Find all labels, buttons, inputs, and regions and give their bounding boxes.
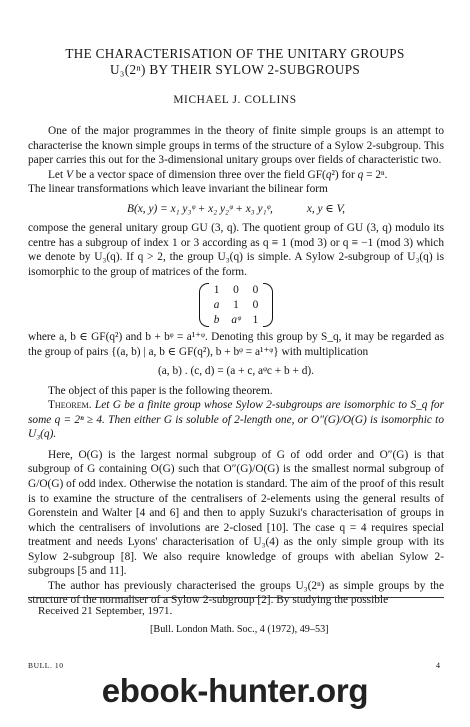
intro-paragraph: One of the major programmes in the theory of finite simple groups is an attempt to characterise the known simple groups in terms of the structure of a Sylow 2-subgroup. This paper carries this out for the 3-dimensional unitary groups over fields of characteristic two. — [28, 125, 444, 167]
watermark-text: ebook-hunter.org — [101, 672, 369, 709]
paper-title-line-2: U₃(2ⁿ) BY THEIR SYLOW 2-SUBGROUPS — [109, 62, 361, 77]
unitary-group-paragraph: compose the general unitary group GU (3, q). The quotient group of GU (3, q) modulo its centre has a subgroup of index 1 or 3 according as q ≡ 1 (mod 3) or q ≡ −1 (mod 3) which we denote by U₃(q). If q > 2, the group U₃(q) is simple. A Sylow 2-subgroup of U₃(q) is isomorphic to the group of matrices of the form. — [28, 222, 444, 278]
closing-paragraph: The author has previously characterised the groups U₃(2ⁿ) as simple groups by the structure of the normaliser of a Sylow 2-subgroup [2]. By studying the possible — [28, 579, 444, 607]
theorem-label: Theorem. — [48, 399, 92, 412]
group-definition-paragraph: where a, b ∈ GF(q²) and b + bᵠ = a¹⁺ᵠ. Denoting this group by S_q, it may be regarded as the group of pairs {(a, b) | a, b ∈ GF(q²), b + bᵠ = a¹⁺ᵠ} with multiplication — [28, 331, 444, 358]
matrix-cell: 1 — [252, 313, 259, 326]
theorem-text: Let G be a finite group whose Sylow 2-subgroups are isomorphic to S_q for some q = 2ⁿ ≥ 4. Then either G is soluble of 2-length one, or O″(G)/O(G) is isomorphic to U₃(q). — [28, 399, 444, 441]
right-paren — [263, 283, 273, 327]
multiplication-equation: (a, b) . (c, d) = (a + c, aᵠc + b + d). — [158, 365, 314, 378]
matrix-cell: a — [213, 299, 220, 312]
matrix-cell: b — [213, 313, 220, 326]
left-paren — [199, 283, 209, 327]
matrix-cell: aᵠ — [231, 313, 241, 326]
theorem-paragraph — [28, 398, 444, 442]
journal-citation: [Bull. London Math. Soc., 4 (1972), 49–53] — [150, 624, 329, 635]
notation-paragraph: Here, O(G) is the largest normal subgroup of G of odd order and O″(G) is that subgroup of G containing O(G) such that O″(G)/O(G) is the smallest normal subgroup of G/O(G) of odd index. Otherwise the notation is standard. The aim of the proof of this result is to examine the structure of the centralisers of 2-elements using the general results of Gorenstein and Walter [4 and 6] and then to apply Suzuki's characterisation of groups in which the centralisers of involutions are 2-closed [10]. The case q = 4 requires special treatment and needs Lyons' characterisation of U₃(4) as the only simple group with its Sylow 2-subgroup [8]. We also require knowledge of groups with abelian Sylow 2-subgroups [5 and 11]. — [28, 448, 444, 578]
definition-paragraph-line-2: The linear transformations which leave invariant the bilinear form — [28, 183, 328, 196]
paper-body — [28, 124, 444, 608]
matrix-cell: 1 — [213, 284, 220, 297]
footer-signature: BULL. 10 — [28, 661, 64, 670]
definition-paragraph: Let V be a vector space of dimension three over the field GF(q²) for q = 2ⁿ. — [48, 168, 388, 181]
received-date: Received 21 September, 1971. — [38, 605, 173, 617]
matrix-cell: 0 — [252, 284, 259, 297]
sylow-matrix — [28, 283, 444, 327]
matrix-cell: 0 — [252, 299, 259, 312]
matrix-cell: 1 — [233, 299, 239, 312]
footnote-rule — [28, 597, 444, 598]
bilinear-form-equation: B(x, y) = x₁ y₃ᵠ + x₂ y₂ᵠ + x₃ y₁ᵠ, x, y ∈ V, — [127, 202, 345, 215]
paper-title-line-1: THE CHARACTERISATION OF THE UNITARY GROUPS — [65, 46, 405, 61]
object-paragraph: The object of this paper is the following theorem. — [48, 384, 273, 397]
author-name: MICHAEL J. COLLINS — [173, 94, 297, 106]
matrix-cell: 0 — [233, 284, 239, 297]
footer-page-mark: 4 — [436, 661, 440, 670]
